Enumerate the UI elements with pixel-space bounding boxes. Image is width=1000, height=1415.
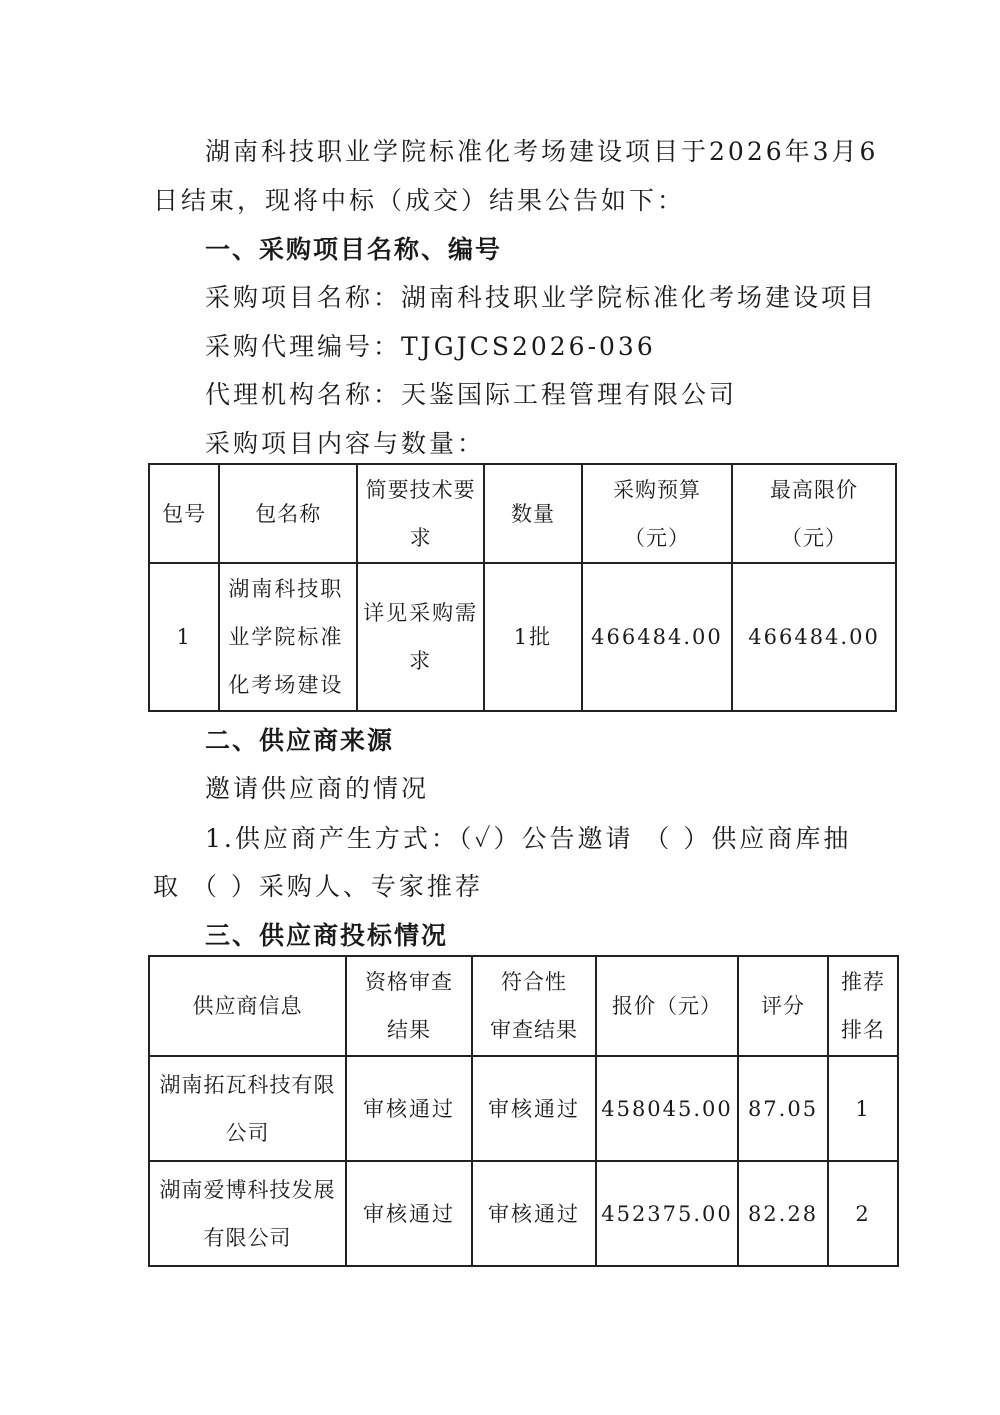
table-header-row (149, 464, 896, 563)
cell-rank: 1 (828, 1056, 898, 1161)
header-budget-line2: （元） (623, 525, 690, 550)
cell-max-price: 466484.00 (732, 563, 896, 711)
header-pkg-no: 包号 (149, 464, 219, 563)
table-row (149, 1161, 898, 1266)
procurement-content-table (148, 463, 897, 712)
header-supplier: 供应商信息 (149, 956, 346, 1056)
header-qualification-line2: 结果 (387, 1018, 431, 1042)
table-row (149, 563, 896, 711)
header-max-price-line1: 最高限价 (770, 477, 859, 502)
section3-heading: 三、供应商投标情况 (205, 921, 449, 950)
agency-code-line: 采购代理编号：TJGJCS2026-036 (205, 332, 656, 361)
cell-rank: 2 (828, 1161, 898, 1266)
cell-pkg-no: 1 (149, 563, 219, 711)
invite-title: 邀请供应商的情况 (205, 774, 430, 803)
cell-price: 458045.00 (596, 1056, 738, 1161)
agency-name-line: 代理机构名称：天鉴国际工程管理有限公司 (205, 380, 738, 409)
section1-heading: 一、采购项目名称、编号 (205, 235, 503, 264)
cell-supplier: 湖南爱博科技发展有限公司 (149, 1161, 346, 1266)
header-max-price (732, 464, 896, 563)
project-name-line: 采购项目名称：湖南科技职业学院标准化考场建设项目 (205, 283, 878, 312)
cell-supplier: 湖南拓瓦科技有限公司 (149, 1056, 346, 1161)
header-rank-line1: 推荐 (841, 970, 885, 994)
method-line-2: 取 （ ）采购人、专家推荐 (153, 872, 483, 901)
content-label: 采购项目内容与数量： (205, 429, 486, 458)
cell-budget: 466484.00 (582, 563, 732, 711)
cell-pkg-name: 湖南科技职业学院标准化考场建设 (219, 563, 357, 711)
intro-line-1: 湖南科技职业学院标准化考场建设项目于2026年3月6 (205, 137, 879, 166)
header-score: 评分 (738, 956, 828, 1056)
header-qualification (346, 956, 472, 1056)
cell-conformity: 审核通过 (472, 1056, 596, 1161)
header-rank-line2: 排名 (841, 1018, 885, 1042)
bid-results-table (148, 955, 899, 1267)
cell-qualification: 审核通过 (346, 1161, 472, 1266)
cell-price: 452375.00 (596, 1161, 738, 1266)
cell-conformity: 审核通过 (472, 1161, 596, 1266)
header-rank (828, 956, 898, 1056)
header-tech-req: 简要技术要求 (357, 464, 484, 563)
cell-qualification: 审核通过 (346, 1056, 472, 1161)
method-line-1: 1.供应商产生方式：（✓）公告邀请 （ ）供应商库抽 (205, 824, 852, 853)
cell-tech-req: 详见采购需求 (357, 563, 484, 711)
header-quantity: 数量 (484, 464, 582, 563)
header-conformity-line2: 审查结果 (490, 1018, 578, 1042)
section2-heading: 二、供应商来源 (205, 726, 395, 755)
header-budget-line1: 采购预算 (612, 477, 701, 502)
cell-score: 87.05 (738, 1056, 828, 1161)
header-conformity (472, 956, 596, 1056)
intro-line-2: 日结束，现将中标（成交）结果公告如下： (153, 186, 686, 215)
header-budget (582, 464, 732, 563)
header-max-price-line2: （元） (781, 525, 848, 550)
header-pkg-name: 包名称 (219, 464, 357, 563)
cell-score: 82.28 (738, 1161, 828, 1266)
table-header-row (149, 956, 898, 1056)
header-conformity-line1: 符合性 (501, 970, 567, 994)
cell-quantity: 1批 (484, 563, 582, 711)
header-price: 报价（元） (596, 956, 738, 1056)
header-qualification-line1: 资格审查 (365, 970, 453, 994)
table-row (149, 1056, 898, 1161)
